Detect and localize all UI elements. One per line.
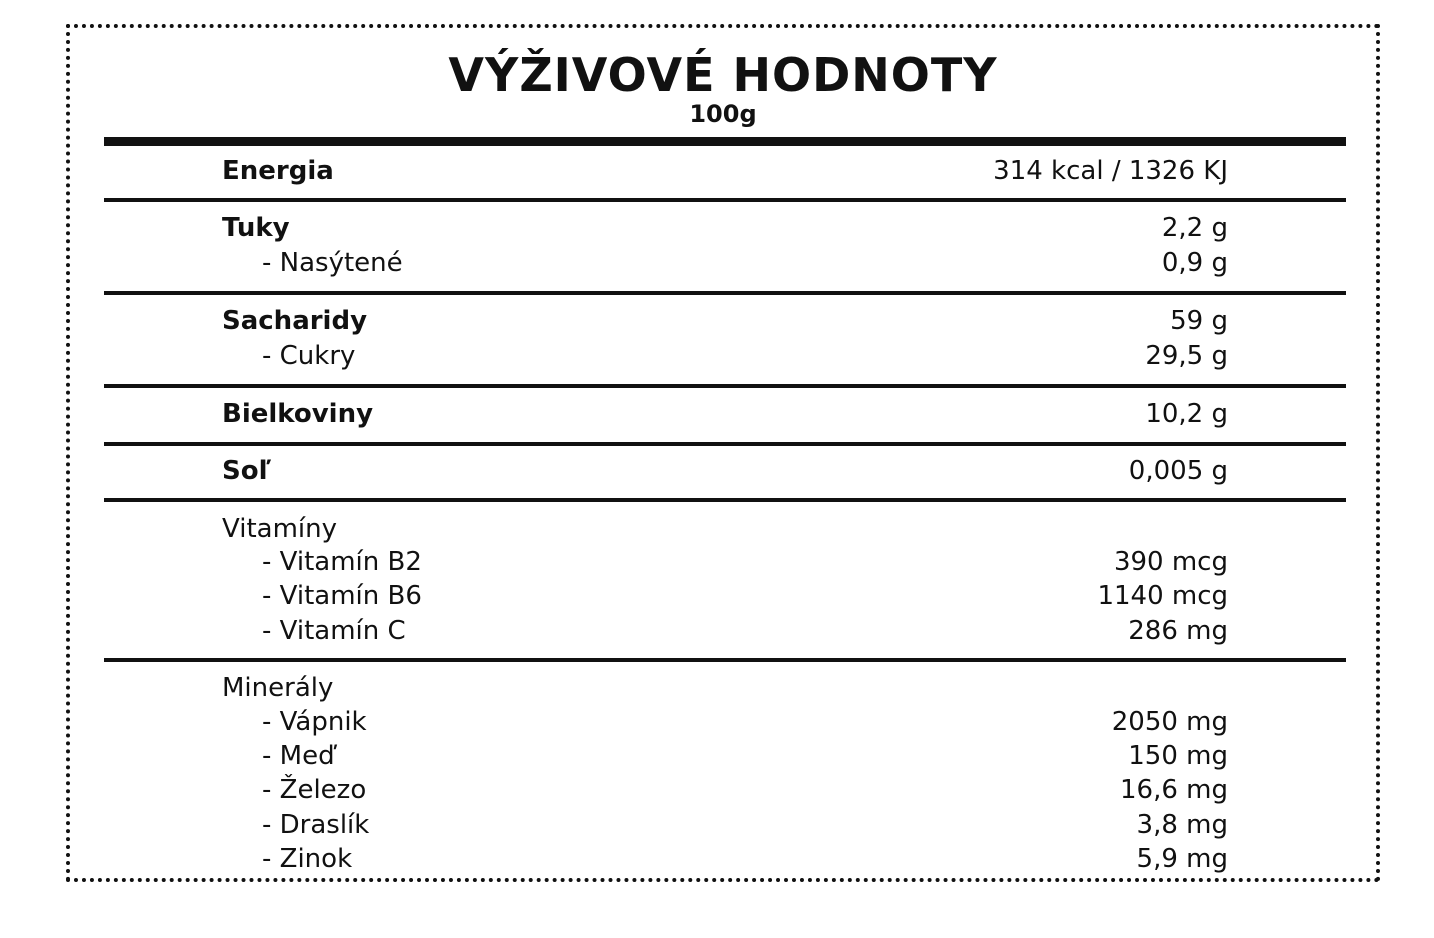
nutrient-name: - Vitamín B2: [262, 547, 422, 577]
nutrient-name: - Železo: [262, 775, 367, 805]
nutrient-row-vitamin-b2: [222, 545, 1228, 579]
nutrient-row-minerals: [222, 671, 1228, 705]
serving-size: 100g: [689, 100, 757, 128]
nutrient-value: 59 g: [1170, 306, 1228, 336]
nutrient-name: - Zinok: [262, 844, 353, 874]
nutrient-value: 0,005 g: [1128, 456, 1228, 486]
nutrient-name: Soľ: [222, 456, 272, 486]
label-title: VÝŽIVOVÉ HODNOTY: [448, 48, 998, 102]
nutrient-value: 0,9 g: [1161, 248, 1228, 278]
header-divider: [104, 137, 1346, 146]
nutrient-name: - Nasýtené: [262, 248, 403, 278]
nutrient-name: Bielkoviny: [222, 399, 374, 429]
nutrient-name: Vitamíny: [222, 514, 337, 544]
section-divider: [104, 442, 1346, 446]
nutrient-name: - Meď: [262, 741, 335, 771]
nutrient-row-sugars: [222, 339, 1228, 373]
nutrient-value: 5,9 mg: [1136, 844, 1228, 874]
nutrient-value: 3,8 mg: [1136, 810, 1228, 840]
nutrient-row-saturated-fat: [222, 246, 1228, 280]
section-divider: [104, 198, 1346, 202]
nutrient-name: - Vápnik: [262, 707, 367, 737]
section-divider: [104, 291, 1346, 295]
nutrient-name: - Vitamín C: [262, 616, 406, 646]
nutrient-value: 390 mcg: [1113, 547, 1228, 577]
nutrient-row-calcium: [222, 705, 1228, 739]
nutrient-row-salt: [222, 454, 1228, 488]
nutrient-row-vitamin-c: [222, 614, 1228, 648]
nutrient-value: 314 kcal / 1326 KJ: [993, 156, 1228, 186]
nutrient-name: - Cukry: [262, 341, 356, 371]
nutrient-name: Sacharidy: [222, 306, 368, 336]
nutrient-row-zinc: [222, 842, 1228, 876]
nutrient-row-potassium: [222, 808, 1228, 842]
nutrient-row-vitamin-b6: [222, 579, 1228, 613]
nutrient-row-energy: [222, 154, 1228, 188]
nutrient-row-carbohydrates: [222, 304, 1228, 338]
nutrient-value: 150 mg: [1128, 741, 1228, 771]
nutrient-row-vitamins: [222, 512, 1228, 546]
nutrition-label: [66, 24, 1380, 882]
nutrient-value: 2,2 g: [1161, 213, 1228, 243]
nutrient-value: 10,2 g: [1145, 399, 1228, 429]
nutrient-row-iron: [222, 773, 1228, 807]
nutrient-name: - Draslík: [262, 810, 370, 840]
section-divider: [104, 498, 1346, 502]
nutrient-row-protein: [222, 397, 1228, 431]
nutrient-name: Energia: [222, 156, 334, 186]
nutrient-row-copper: [222, 739, 1228, 773]
nutrient-value: 1140 mcg: [1097, 581, 1228, 611]
nutrient-name: - Vitamín B6: [262, 581, 422, 611]
nutrient-value: 2050 mg: [1111, 707, 1228, 737]
nutrient-value: 286 mg: [1128, 616, 1228, 646]
nutrient-name: Minerály: [222, 673, 334, 703]
section-divider: [104, 658, 1346, 662]
nutrient-value: 29,5 g: [1145, 341, 1228, 371]
nutrient-row-fat: [222, 211, 1228, 245]
nutrient-name: Tuky: [222, 213, 290, 243]
nutrient-value: 16,6 mg: [1120, 775, 1228, 805]
section-divider: [104, 384, 1346, 388]
